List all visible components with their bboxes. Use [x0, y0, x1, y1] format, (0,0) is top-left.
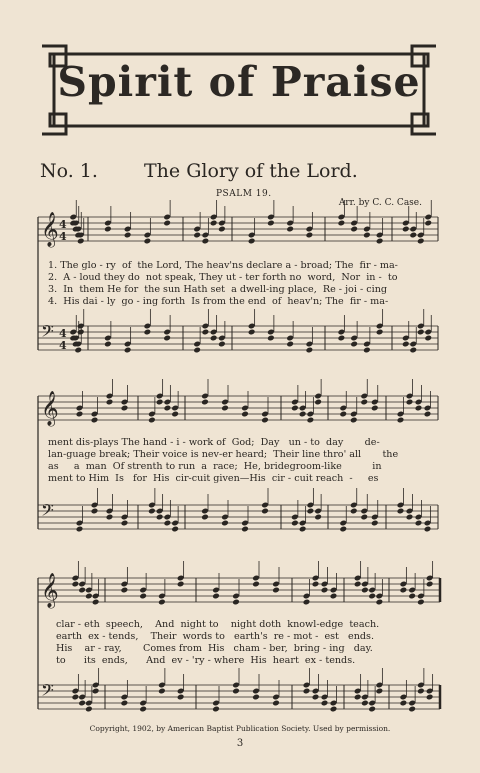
note-head: [402, 341, 410, 348]
note-head: [212, 593, 220, 600]
note-head: [85, 706, 93, 713]
note-head: [314, 514, 322, 521]
note-head: [426, 581, 434, 588]
note-head: [121, 405, 129, 412]
note-head: [218, 341, 226, 348]
note-head: [409, 347, 417, 354]
note-head: [156, 399, 164, 406]
note-head: [267, 335, 275, 342]
note-head: [350, 226, 358, 233]
note-head: [299, 526, 307, 533]
note-head: [406, 514, 414, 521]
note-head: [272, 587, 280, 594]
note-head: [360, 514, 368, 521]
note-head: [163, 335, 171, 342]
note-head: [92, 599, 100, 606]
note-head: [77, 329, 85, 336]
page-number: 3: [236, 738, 244, 749]
note-head: [400, 700, 408, 707]
note-head: [321, 587, 329, 594]
note-head: [202, 329, 210, 336]
note-head: [241, 526, 249, 533]
note-head: [415, 405, 423, 412]
note-head: [409, 232, 417, 239]
bass-clef: 𝄢: [41, 680, 54, 704]
note-head: [339, 526, 347, 533]
note-head: [371, 520, 379, 527]
note-head: [424, 220, 432, 227]
note-head: [106, 514, 114, 521]
note-head: [92, 688, 100, 695]
note-head: [286, 226, 294, 233]
note-head: [124, 347, 132, 354]
note-head: [158, 599, 166, 606]
note-head: [408, 706, 416, 713]
note-head: [124, 232, 132, 239]
note-head: [306, 232, 314, 239]
note-head: [144, 329, 152, 336]
bass-clef: 𝄢: [41, 321, 54, 345]
note-head: [121, 587, 129, 594]
note-head: [286, 341, 294, 348]
note-head: [232, 599, 240, 606]
note-head: [272, 700, 280, 707]
lyric-line: as a man Of strenth to run a race; He, bridegroom-like in: [48, 461, 382, 472]
note-head: [139, 706, 147, 713]
note-head: [363, 347, 371, 354]
note-head: [338, 220, 346, 227]
note-head: [303, 599, 311, 606]
note-head: [363, 232, 371, 239]
note-head: [76, 526, 84, 533]
note-head: [400, 587, 408, 594]
note-head: [312, 581, 320, 588]
note-head: [164, 520, 172, 527]
time-signature: 4: [59, 218, 67, 231]
note-head: [74, 347, 82, 354]
note-head: [248, 329, 256, 336]
note-head: [354, 581, 362, 588]
note-head: [312, 694, 320, 701]
note-head: [248, 238, 256, 245]
treble-clef: 𝄞: [41, 212, 59, 247]
lyric-line: ment to Him Is for His cir-cuit given—His cir - cuit reach - es: [48, 473, 379, 484]
note-head: [171, 411, 179, 418]
note-head: [330, 593, 338, 600]
note-head: [241, 411, 249, 418]
note-head: [415, 520, 423, 527]
treble-clef: 𝄞: [41, 573, 59, 608]
note-head: [417, 688, 425, 695]
note-head: [291, 520, 299, 527]
lyric-line: earth ex - tends, Their words to earth's re - mot - est ends.: [56, 631, 375, 642]
note-head: [350, 508, 358, 515]
lyric-line: to its ends, And ev - 'ry - where His heart ex - tends.: [56, 655, 356, 666]
note-head: [78, 587, 86, 594]
note-head: [121, 700, 129, 707]
note-head: [193, 347, 201, 354]
note-head: [307, 417, 315, 424]
hymn-arranger: Arr. by C. C. Case.: [338, 198, 422, 208]
note-head: [85, 593, 93, 600]
note-head: [202, 238, 210, 245]
note-head: [164, 405, 172, 412]
note-head: [376, 238, 384, 245]
note-head: [397, 417, 405, 424]
note-head: [303, 688, 311, 695]
note-head: [424, 411, 432, 418]
note-head: [210, 220, 218, 227]
note-head: [91, 508, 99, 515]
hymn-number: No. 1.: [40, 160, 98, 182]
lyric-line: 3. In them He for the sun Hath set a dwell-ing place, Re - joi - cing: [48, 284, 388, 295]
note-head: [193, 232, 201, 239]
note-head: [201, 399, 209, 406]
note-head: [350, 341, 358, 348]
note-head: [368, 706, 376, 713]
note-head: [148, 508, 156, 515]
note-head: [221, 520, 229, 527]
lyric-line: 2. A - loud they do not speak, They ut - ter forth no word, Nor in - to: [48, 272, 398, 283]
note-head: [106, 399, 114, 406]
note-head: [72, 581, 80, 588]
note-head: [408, 593, 416, 600]
book-title: Spirit of Praise: [57, 58, 421, 106]
lyric-line: ment dis-plays The hand - i - work of God; Day un - to day de-: [48, 437, 380, 448]
note-head: [376, 599, 384, 606]
note-head: [354, 694, 362, 701]
note-head: [232, 688, 240, 695]
note-head: [424, 526, 432, 533]
note-head: [201, 514, 209, 521]
note-head: [376, 688, 384, 695]
note-head: [156, 514, 164, 521]
note-head: [417, 329, 425, 336]
note-head: [252, 694, 260, 701]
note-head: [339, 411, 347, 418]
note-head: [306, 347, 314, 354]
note-head: [361, 700, 369, 707]
note-head: [426, 694, 434, 701]
note-head: [121, 520, 129, 527]
note-head: [72, 694, 80, 701]
lyric-line: lan-guage break; Their voice is nev-er heard; Their line thro' all the: [48, 449, 399, 460]
note-head: [350, 417, 358, 424]
bass-clef: 𝄢: [41, 500, 54, 524]
lyric-line: His ar - ray, Comes from His cham - ber, bring - ing day.: [56, 643, 373, 654]
hymn-title: The Glory of the Lord.: [144, 160, 358, 182]
time-signature: 4: [59, 230, 67, 243]
note-head: [212, 706, 220, 713]
note-head: [424, 335, 432, 342]
note-head: [321, 700, 329, 707]
lyric-line: 1. The glo - ry of the Lord, The heav'ns declare a - broad; The fir - ma-: [48, 260, 398, 271]
note-head: [314, 399, 322, 406]
note-head: [91, 417, 99, 424]
treble-clef: 𝄞: [41, 391, 59, 426]
note-head: [338, 335, 346, 342]
note-head: [261, 508, 269, 515]
note-head: [171, 526, 179, 533]
note-head: [210, 335, 218, 342]
time-signature: 4: [59, 339, 67, 352]
note-head: [221, 405, 229, 412]
note-head: [417, 599, 425, 606]
note-head: [299, 411, 307, 418]
note-head: [360, 399, 368, 406]
note-head: [402, 226, 410, 233]
note-head: [218, 226, 226, 233]
lyric-line: 4. His dai - ly go - ing forth Is from the end of heav'n; The fir - ma-: [48, 296, 389, 307]
note-head: [291, 405, 299, 412]
note-head: [158, 688, 166, 695]
note-head: [148, 417, 156, 424]
note-head: [406, 399, 414, 406]
note-head: [252, 581, 260, 588]
note-head: [177, 581, 185, 588]
note-head: [76, 411, 84, 418]
hymn-source: PSALM 19.: [216, 189, 272, 199]
note-head: [77, 238, 85, 245]
note-head: [397, 508, 405, 515]
copyright-notice: Copyright, 1902, by American Baptist Publication Society. Used by permission.: [89, 724, 391, 733]
note-head: [104, 226, 112, 233]
note-head: [307, 508, 315, 515]
note-head: [163, 220, 171, 227]
note-head: [78, 700, 86, 707]
note-head: [361, 587, 369, 594]
note-head: [261, 417, 269, 424]
lyric-line: clar - eth speech, And night to night doth knowl-edge teach.: [56, 619, 380, 630]
note-head: [417, 238, 425, 245]
time-signature: 4: [59, 327, 67, 340]
note-head: [104, 341, 112, 348]
note-head: [376, 329, 384, 336]
note-head: [144, 238, 152, 245]
note-head: [368, 593, 376, 600]
note-head: [267, 220, 275, 227]
note-head: [330, 706, 338, 713]
note-head: [371, 405, 379, 412]
note-head: [139, 593, 147, 600]
note-head: [177, 694, 185, 701]
